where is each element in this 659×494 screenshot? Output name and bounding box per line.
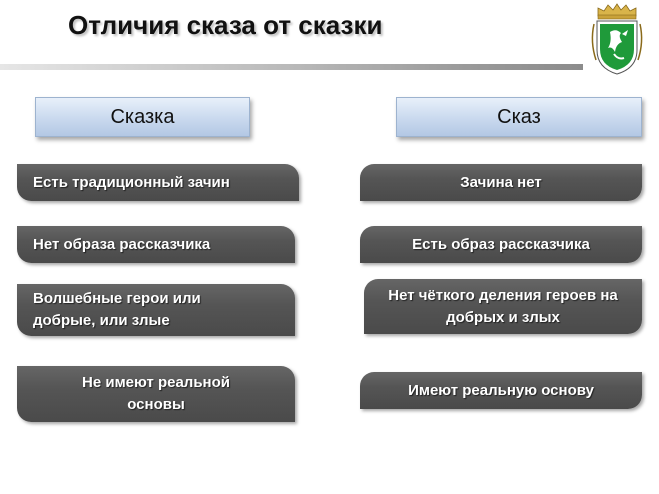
- page-title: Отличия сказа от сказки: [68, 10, 383, 40]
- left-item-4-text: Не имеют реальной основы: [82, 374, 230, 413]
- city-coat-of-arms-icon: [588, 2, 646, 76]
- right-item-4-text: Имеют реальную основу: [408, 381, 594, 399]
- title-underline: [0, 64, 583, 70]
- left-item-2-text: Нет образа рассказчика: [33, 235, 211, 253]
- left-item-4: [17, 366, 295, 422]
- left-item-3-text: Волшебные герои или добрые, или злые: [33, 290, 201, 329]
- right-item-3-text: Нет чёткого деления героев на добрых и злых: [388, 286, 618, 326]
- header-skaz: Сказ: [396, 97, 642, 137]
- right-item-3: [364, 279, 642, 334]
- left-item-2: [17, 226, 295, 263]
- left-item-1-text: Есть традиционный зачин: [33, 173, 230, 191]
- right-item-2-text: Есть образ рассказчика: [412, 235, 590, 253]
- header-skazka: Сказка: [35, 97, 250, 137]
- right-item-1-text: Зачина нет: [460, 173, 542, 191]
- left-item-3: [17, 284, 295, 336]
- right-item-1: [360, 164, 642, 201]
- right-item-2: [360, 226, 642, 263]
- left-item-1: [17, 164, 299, 201]
- right-item-4: [360, 372, 642, 409]
